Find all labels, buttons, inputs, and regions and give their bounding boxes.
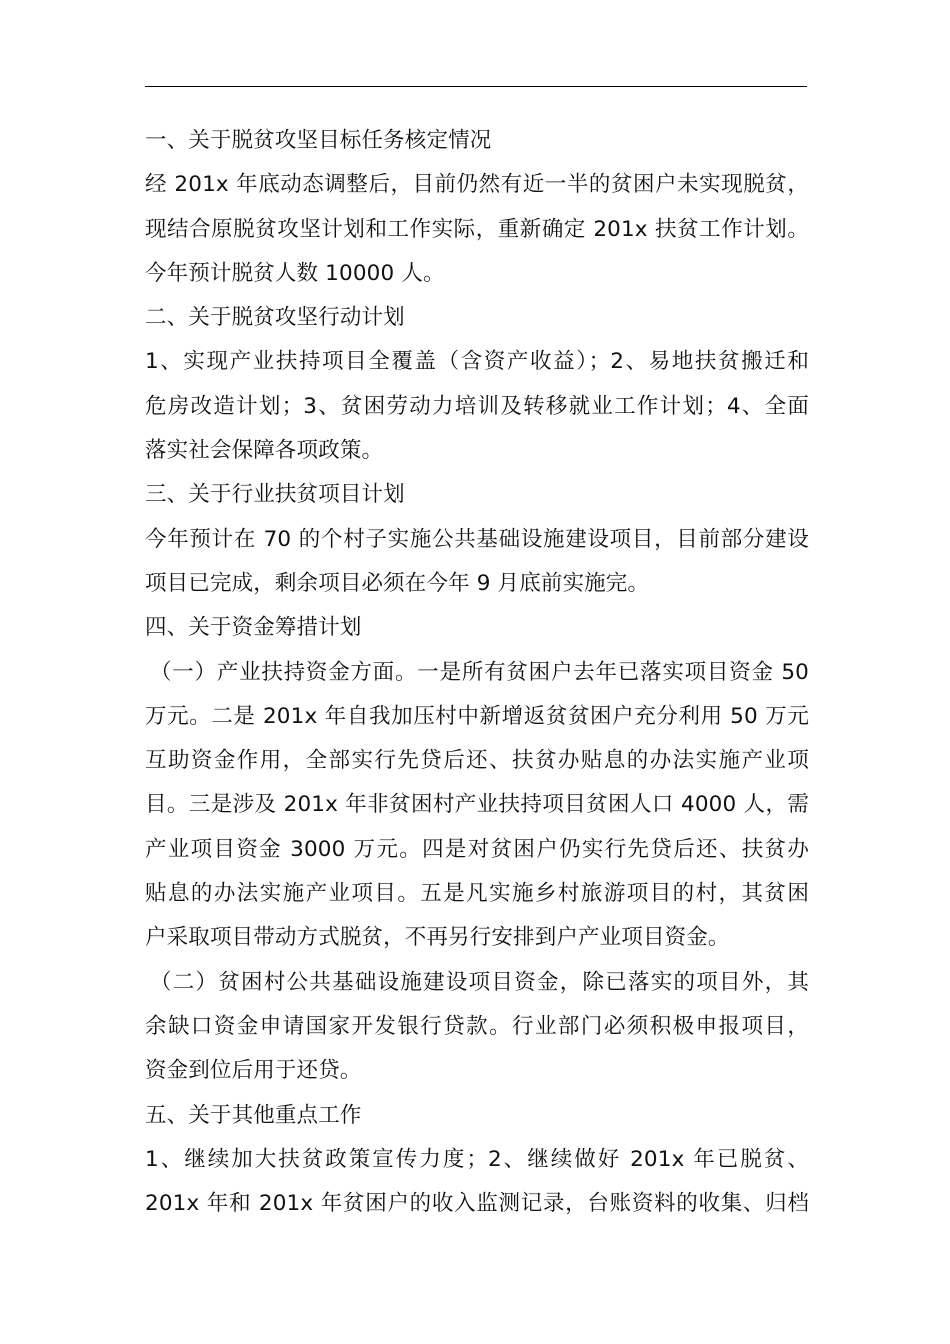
paragraph-line: 产业项目资金 3000 万元。四是对贫困户仍实行先贷后还、扶贫办 bbox=[145, 836, 809, 862]
paragraph-line: 万元。二是 201x 年自我加压村中新增返贫贫困户充分利用 50 万元 bbox=[145, 703, 809, 729]
paragraph-line: 余缺口资金申请国家开发银行贷款。行业部门必须积极申报项目， bbox=[145, 1013, 809, 1039]
document-body bbox=[145, 119, 809, 1226]
paragraph-line: 户采取项目带动方式脱贫，不再另行安排到户产业项目资金。 bbox=[145, 925, 730, 951]
paragraph-line: （二）贫困村公共基础设施建设项目资金，除已落实的项目外，其 bbox=[150, 969, 809, 995]
paragraph-line: 项目已完成，剩余项目必须在今年 9 月底前实施完。 bbox=[145, 570, 650, 596]
header-rule bbox=[145, 86, 807, 87]
paragraph-line: 贴息的办法实施产业项目。五是凡实施乡村旅游项目的村，其贫困 bbox=[145, 881, 809, 907]
section-heading-1: 一、关于脱贫攻坚目标任务核定情况 bbox=[145, 128, 492, 153]
section-heading-5: 五、关于其他重点工作 bbox=[145, 1102, 362, 1128]
paragraph-line: 资金到位后用于还贷。 bbox=[145, 1058, 362, 1084]
paragraph-line: 1、继续加大扶贫政策宣传力度；2、继续做好 201x 年已脱贫、 bbox=[145, 1146, 809, 1172]
paragraph-line: 今年预计在 70 的个村子实施公共基础设施建设项目，目前部分建设 bbox=[145, 526, 809, 552]
section-heading-2: 二、关于脱贫攻坚行动计划 bbox=[145, 305, 405, 331]
paragraph-line: 互助资金作用，全部实行先贷后还、扶贫办贴息的办法实施产业项 bbox=[145, 748, 809, 774]
paragraph-line: 目。三是涉及 201x 年非贫困村产业扶持项目贫困人口 4000 人，需 bbox=[145, 792, 809, 818]
paragraph-line: 危房改造计划；3、贫困劳动力培训及转移就业工作计划；4、全面 bbox=[145, 393, 809, 419]
paragraph-line: 落实社会保障各项政策。 bbox=[145, 438, 384, 464]
section-heading-3: 三、关于行业扶贫项目计划 bbox=[145, 482, 405, 508]
paragraph-line: 201x 年和 201x 年贫困户的收入监测记录，台账资料的收集、归档 bbox=[145, 1191, 809, 1217]
section-heading-4: 四、关于资金筹措计划 bbox=[145, 615, 362, 641]
paragraph-line: 经 201x 年底动态调整后，目前仍然有近一半的贫困户未实现脱贫， bbox=[145, 172, 809, 198]
paragraph-line: 今年预计脱贫人数 10000 人。 bbox=[145, 260, 445, 286]
paragraph-line: （一）产业扶持资金方面。一是所有贫困户去年已落实项目资金 50 bbox=[150, 659, 809, 685]
paragraph-line: 1、实现产业扶持项目全覆盖（含资产收益）；2、易地扶贫搬迁和 bbox=[145, 349, 809, 375]
paragraph-line: 现结合原脱贫攻坚计划和工作实际，重新确定 201x 扶贫工作计划。 bbox=[145, 216, 809, 242]
